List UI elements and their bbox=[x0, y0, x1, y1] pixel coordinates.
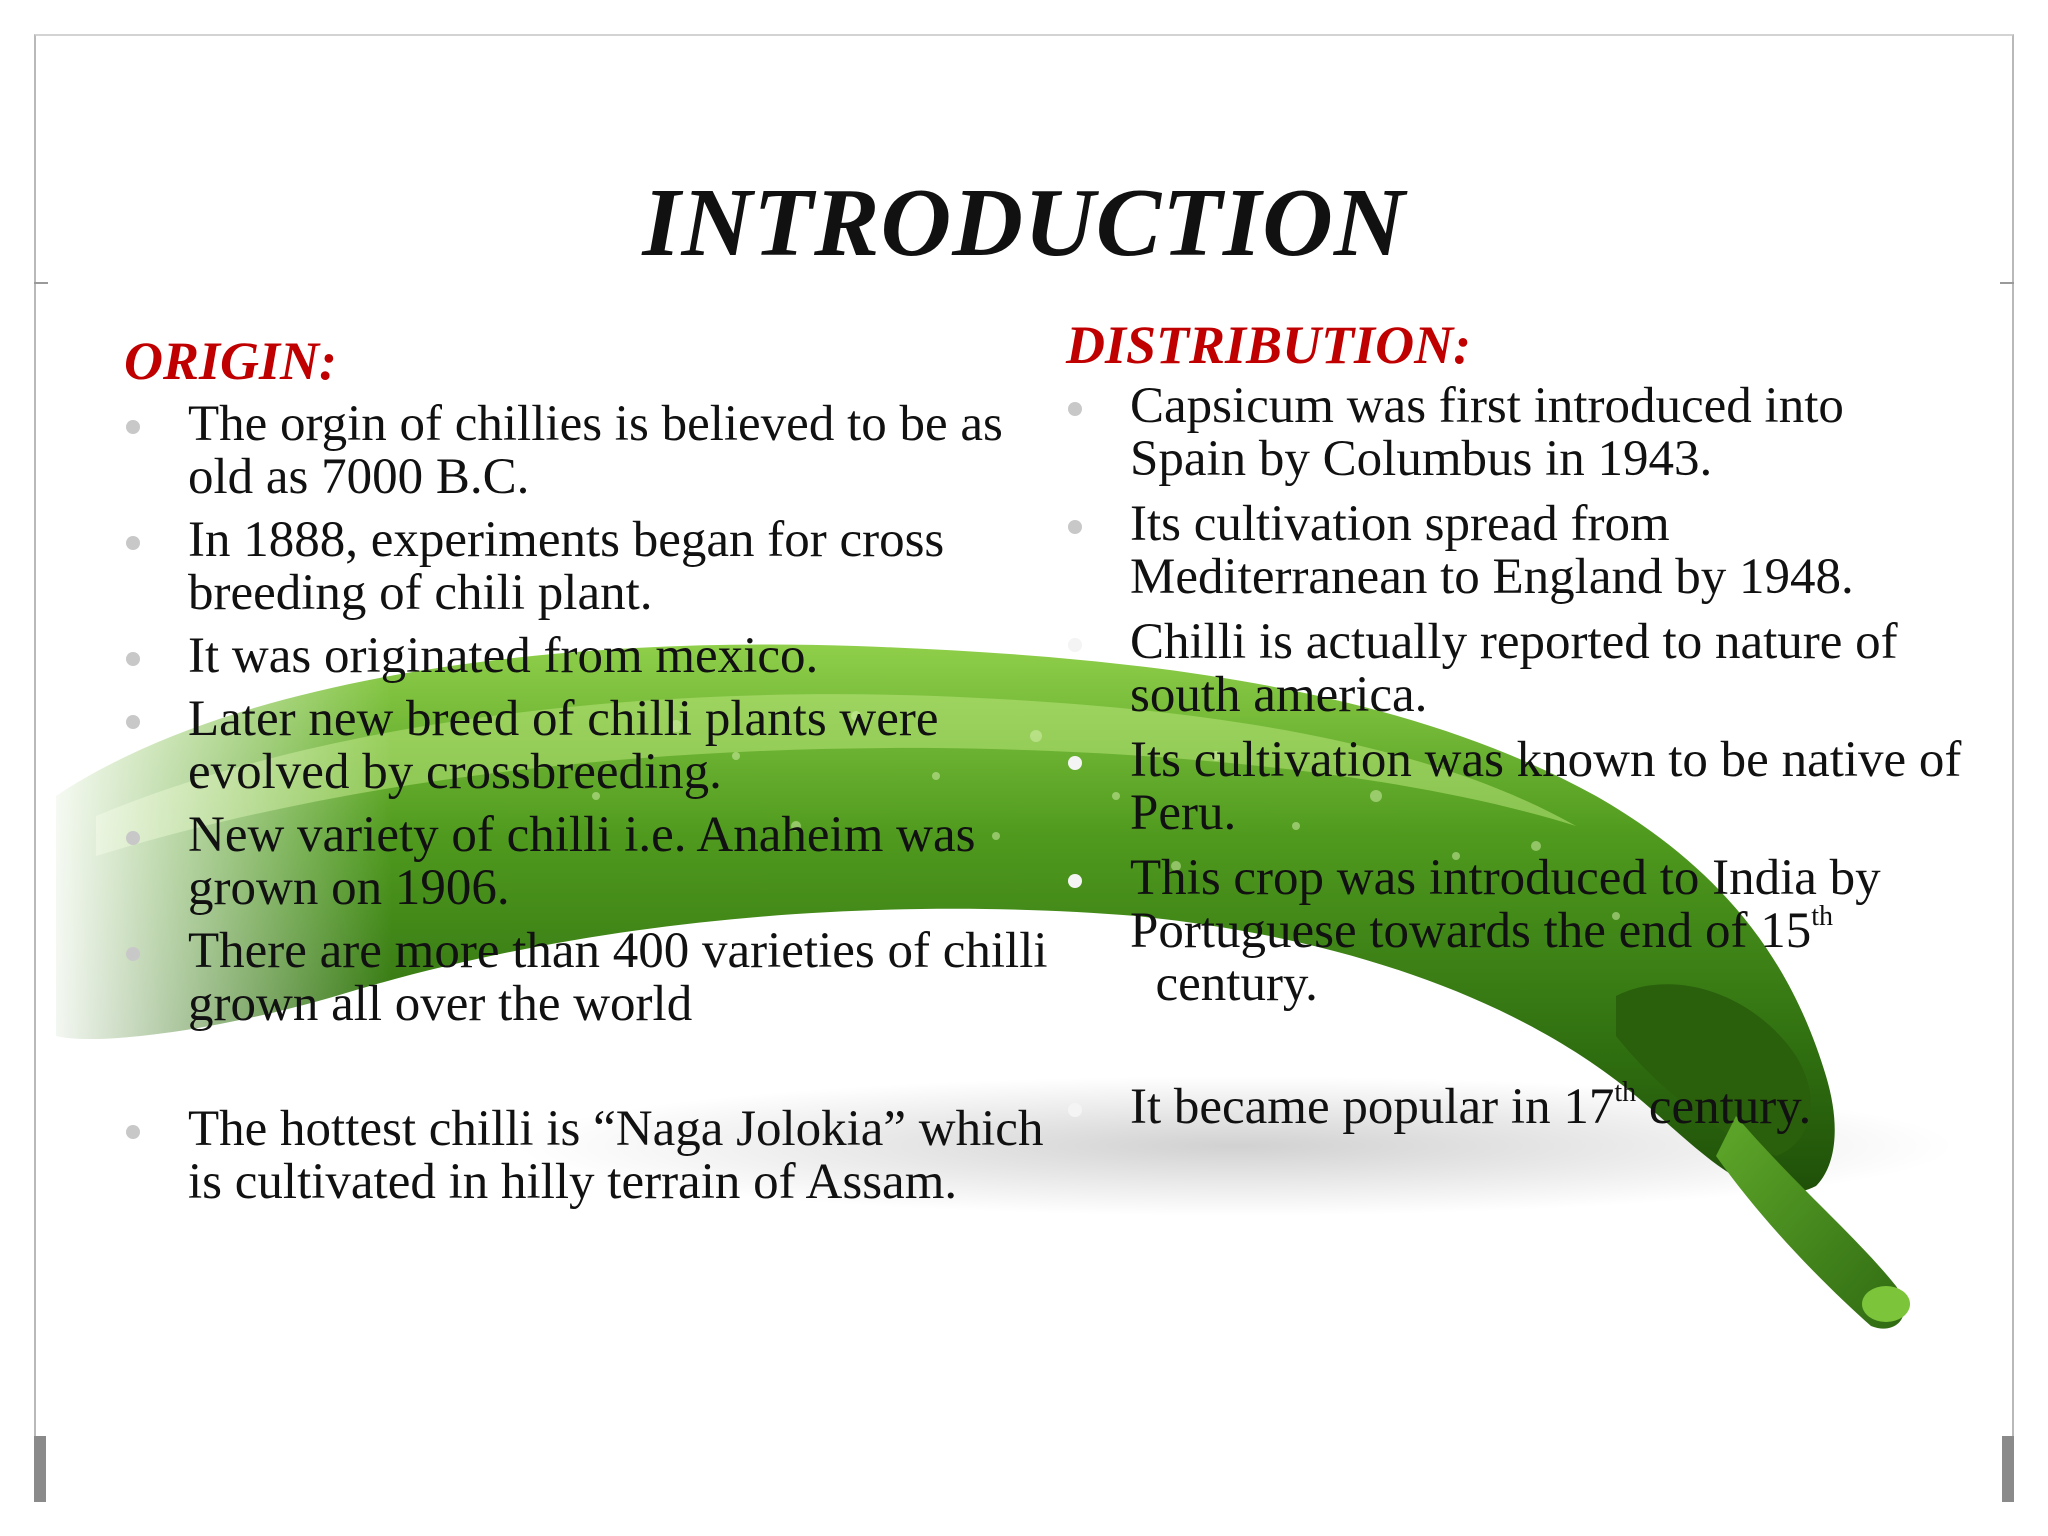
bullet-icon bbox=[1068, 756, 1082, 770]
bullet-icon bbox=[1068, 1103, 1082, 1117]
list-item: Capsicum was first introduced into Spain by Columbus in 1943. bbox=[1068, 380, 1968, 486]
bullet-icon bbox=[1068, 402, 1082, 416]
list-item: In 1888, experiments began for cross breeding of chili plant. bbox=[126, 514, 1066, 620]
slide bbox=[34, 34, 2014, 1502]
frame-tick-left bbox=[34, 282, 48, 284]
bullet-icon bbox=[126, 947, 140, 961]
list-item: New variety of chilli i.e. Anaheim was grown on 1906. bbox=[126, 809, 1066, 915]
list-item: Chilli is actually reported to nature of south america. bbox=[1068, 616, 1968, 722]
list-item: It was originated from mexico. bbox=[126, 630, 1066, 683]
bullet-icon bbox=[126, 652, 140, 666]
bullet-icon bbox=[126, 536, 140, 550]
bullet-icon bbox=[126, 715, 140, 729]
list-item: This crop was introduced to India by Portuguese towards the end of 15th century. bbox=[1068, 852, 1968, 1011]
bullet-icon bbox=[1068, 874, 1082, 888]
bullet-icon bbox=[126, 831, 140, 845]
list-item: There are more than 400 varieties of chilli grown all over the world bbox=[126, 925, 1066, 1031]
bullet-icon bbox=[126, 1125, 140, 1139]
list-item: Its cultivation was known to be native of Peru. bbox=[1068, 734, 1968, 840]
bullet-icon bbox=[126, 420, 140, 434]
frame-tick-right bbox=[2000, 282, 2014, 284]
distribution-list bbox=[1068, 380, 1968, 1134]
slide-title: INTRODUCTION bbox=[642, 169, 1406, 277]
frame-foot-right bbox=[2002, 1436, 2014, 1502]
bullet-icon bbox=[1068, 520, 1082, 534]
list-item: Later new breed of chilli plants were evolved by crossbreeding. bbox=[126, 693, 1066, 799]
list-item: The orgin of chillies is believed to be as old as 7000 B.C. bbox=[126, 398, 1066, 504]
bullet-icon bbox=[1068, 638, 1082, 652]
distribution-heading: DISTRIBUTION: bbox=[1066, 315, 1472, 375]
list-item: The hottest chilli is “Naga Jolokia” which is cultivated in hilly terrain of Assam. bbox=[126, 1103, 1066, 1209]
list-item: It became popular in 17th century. bbox=[1068, 1081, 1968, 1134]
frame-foot-left bbox=[34, 1436, 46, 1502]
origin-list bbox=[126, 398, 1066, 1209]
origin-heading: ORIGIN: bbox=[124, 331, 338, 391]
list-item: Its cultivation spread from Mediterranean to England by 1948. bbox=[1068, 498, 1968, 604]
